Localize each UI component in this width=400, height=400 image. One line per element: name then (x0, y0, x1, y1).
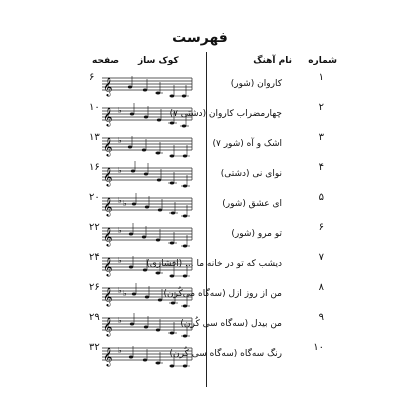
row-number: ۶ (318, 222, 324, 233)
treble-clef-icon: 𝄞 (103, 287, 113, 306)
tuning-staff (100, 70, 196, 98)
page-number: ۲۰ (89, 192, 100, 203)
page-number: ۱۳ (89, 132, 100, 143)
flat-sign-icon: ♭ (118, 136, 122, 145)
song-name: کاروان (شور) (230, 79, 282, 89)
tuning-staff (100, 310, 196, 338)
tuning-staff (100, 220, 196, 248)
page-title: فهرست (172, 30, 228, 46)
page-number: ۱۰ (89, 102, 100, 113)
tuning-staff (100, 190, 196, 218)
table-row (0, 250, 400, 280)
header-tuning: کوک ساز (138, 56, 179, 66)
song-name: نوای نی (دشتی) (220, 169, 282, 179)
flat-sign-icon: ♭ (118, 286, 122, 295)
table-row (0, 130, 400, 160)
treble-clef-icon: 𝄞 (103, 107, 113, 126)
treble-clef-icon: 𝄞 (103, 137, 113, 156)
song-name: من بیدل (سه‌گاه سی کُرن) (180, 319, 282, 329)
table-row (0, 160, 400, 190)
row-number: ۹ (318, 312, 324, 323)
koron-sign-icon: ♭ (123, 289, 127, 298)
flat-sign-icon: ♭ (123, 199, 127, 208)
song-name: اشک و آه (شور ۷) (212, 139, 282, 149)
header-song-name: نام آهنگ (253, 56, 292, 66)
page-number: ۳۲ (89, 342, 100, 353)
row-number: ۸ (318, 282, 324, 293)
flat-sign-icon: ♭ (118, 226, 122, 235)
song-name: من از روز ازل (سه‌گاه می‌کُرن) (163, 289, 282, 299)
flat-sign-icon: ♭ (118, 196, 122, 205)
treble-clef-icon: 𝄞 (103, 317, 113, 336)
row-number: ۴ (318, 162, 324, 173)
tuning-staff (100, 130, 196, 158)
row-number: ۱۰ (313, 342, 324, 353)
row-number: ۲ (318, 102, 324, 113)
koron-sign-icon: ♭ (118, 316, 122, 325)
table-row (0, 280, 400, 310)
treble-clef-icon: 𝄞 (103, 197, 113, 216)
song-name: تو مرو (شور) (231, 229, 282, 239)
tuning-staff (100, 100, 196, 128)
table-row (0, 70, 400, 100)
page-number: ۲۶ (89, 282, 100, 293)
row-number: ۱ (318, 72, 324, 83)
tuning-staff (100, 280, 196, 308)
treble-clef-icon: 𝄞 (103, 167, 113, 186)
row-number: ۷ (318, 252, 324, 263)
song-name: چهارمضراب کاروان (دشتی ۷) (169, 109, 282, 119)
flat-sign-icon: ♭ (118, 166, 122, 175)
page-number: ۲۴ (89, 252, 100, 263)
page-number: ۶ (89, 72, 95, 83)
koron-sign-icon: ♭ (118, 346, 122, 355)
tuning-staff (100, 160, 196, 188)
treble-clef-icon: 𝄞 (103, 227, 113, 246)
tuning-staff (100, 250, 196, 278)
treble-clef-icon: 𝄞 (103, 347, 113, 366)
song-name: دیشب که تو در خانه ما ... (افشاری) (146, 259, 282, 269)
song-name: رنگ سه‌گاه (سه‌گاه سی کُرن) (169, 349, 282, 359)
page-number: ۲۲ (89, 222, 100, 233)
header-page: صفحه (92, 56, 120, 66)
table-row (0, 340, 400, 370)
table-row (0, 220, 400, 250)
table-row (0, 310, 400, 340)
table-row (0, 190, 400, 220)
flat-sign-icon: ♭ (118, 256, 122, 265)
page-number: ۲۹ (89, 312, 100, 323)
treble-clef-icon: 𝄞 (103, 77, 113, 96)
row-number: ۵ (318, 192, 324, 203)
flat-sign-icon: ♭ (118, 106, 122, 115)
song-name: ای عشق (شور) (222, 199, 282, 209)
table-row (0, 100, 400, 130)
treble-clef-icon: 𝄞 (103, 257, 113, 276)
page-number: ۱۶ (89, 162, 100, 173)
header-number: شماره (308, 56, 337, 66)
row-number: ۳ (318, 132, 324, 143)
tuning-staff (100, 340, 196, 368)
